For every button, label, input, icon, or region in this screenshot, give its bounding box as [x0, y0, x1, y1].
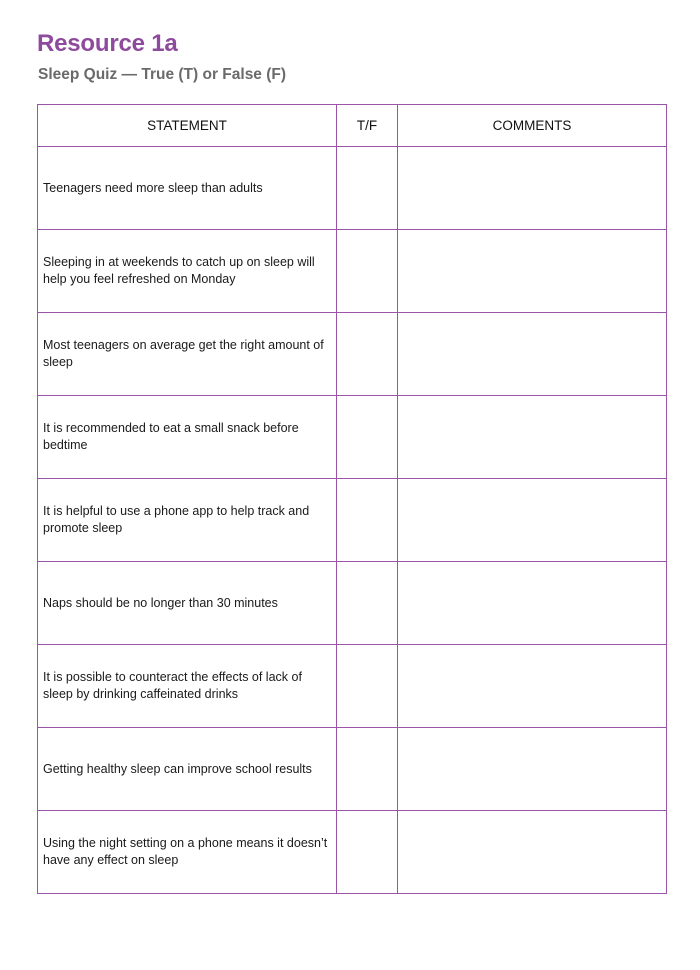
table-row — [38, 562, 667, 645]
tf-answer-cell[interactable] — [337, 147, 398, 230]
table-row — [38, 645, 667, 728]
tf-answer-cell[interactable] — [337, 645, 398, 728]
table-header-row — [38, 105, 667, 147]
page-title: Resource 1a — [37, 30, 178, 57]
statement-cell: Naps should be no longer than 30 minutes — [38, 562, 337, 645]
statement-cell: It is helpful to use a phone app to help track and promote sleep — [38, 479, 337, 562]
table-row — [38, 811, 667, 894]
comments-cell[interactable] — [398, 479, 667, 562]
statement-cell: Using the night setting on a phone means it doesn’t have any effect on sleep — [38, 811, 337, 894]
comments-cell[interactable] — [398, 811, 667, 894]
sleep-quiz-table — [37, 104, 667, 894]
statement-cell: It is recommended to eat a small snack before bedtime — [38, 396, 337, 479]
comments-column-header: COMMENTS — [398, 105, 667, 147]
comments-cell[interactable] — [398, 147, 667, 230]
comments-cell[interactable] — [398, 313, 667, 396]
statement-cell: Getting healthy sleep can improve school results — [38, 728, 337, 811]
statement-cell: Teenagers need more sleep than adults — [38, 147, 337, 230]
tf-answer-cell[interactable] — [337, 479, 398, 562]
comments-cell[interactable] — [398, 562, 667, 645]
statement-cell: It is possible to counteract the effects of lack of sleep by drinking caffeinated drinks — [38, 645, 337, 728]
tf-answer-cell[interactable] — [337, 313, 398, 396]
table-row — [38, 147, 667, 230]
tf-answer-cell[interactable] — [337, 396, 398, 479]
page-subtitle: Sleep Quiz — True (T) or False (F) — [38, 66, 287, 83]
tf-answer-cell[interactable] — [337, 230, 398, 313]
comments-cell[interactable] — [398, 396, 667, 479]
table-row — [38, 313, 667, 396]
table-row — [38, 230, 667, 313]
statement-column-header: STATEMENT — [38, 105, 337, 147]
tf-answer-cell[interactable] — [337, 562, 398, 645]
tf-answer-cell[interactable] — [337, 811, 398, 894]
table-row — [38, 479, 667, 562]
statement-cell: Sleeping in at weekends to catch up on sleep will help you feel refreshed on Monday — [38, 230, 337, 313]
table-row — [38, 728, 667, 811]
tf-answer-cell[interactable] — [337, 728, 398, 811]
comments-cell[interactable] — [398, 645, 667, 728]
statement-cell: Most teenagers on average get the right amount of sleep — [38, 313, 337, 396]
table-row — [38, 396, 667, 479]
comments-cell[interactable] — [398, 230, 667, 313]
comments-cell[interactable] — [398, 728, 667, 811]
tf-column-header: T/F — [337, 105, 398, 147]
